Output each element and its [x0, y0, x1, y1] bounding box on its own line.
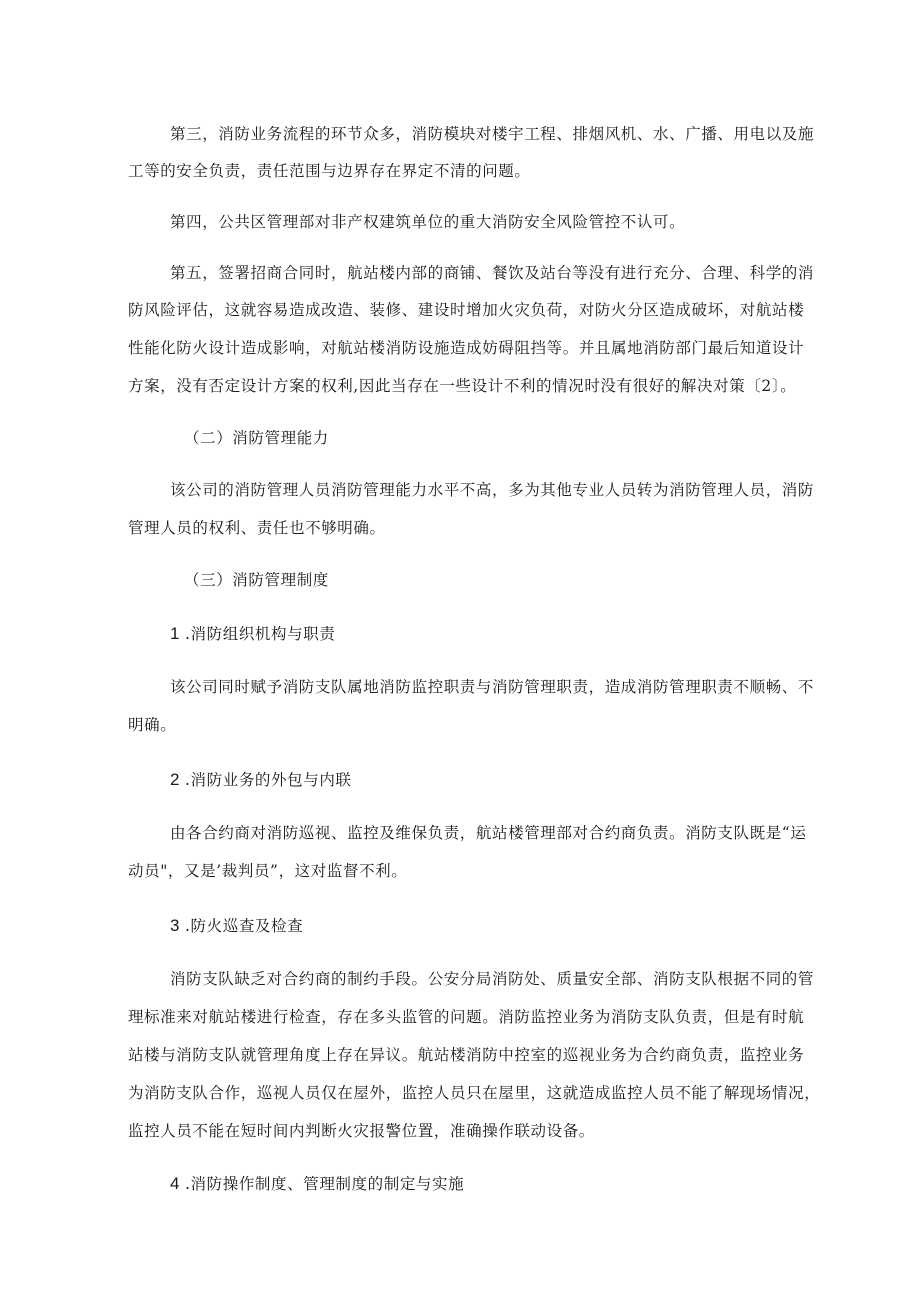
item1-title: .消防组织机构与职责 — [185, 625, 336, 643]
para4-line1: 第四，公共区管理部对非产权建筑单位的重大消防安全风险管控不认可。 — [170, 213, 686, 231]
para3-line1: 第三，消防业务流程的环节众多，消防模块对楼宇工程、排烟风机、水、广播、用电以及施 — [170, 125, 815, 143]
item2-heading — [170, 770, 352, 790]
para5-line2: 防风险评估，这就容易造成改造、装修、建设时增加火灾负荷，对防火分区造成破坏，对航站楼 — [128, 301, 805, 319]
item2-title: .消防业务的外包与内联 — [185, 771, 352, 789]
item3-line5: 监控人员不能在短时间内判断火灾报警位置，准确操作联动设备。 — [128, 1122, 595, 1140]
section2-line2: 管理人员的权利、责任也不够明确。 — [128, 519, 386, 537]
item3-line2: 理标准来对航站楼进行检查，存在多头监管的问题。消防监控业务为消防支队负责，但是有时航 — [128, 1008, 805, 1026]
para3-line2: 工等的安全负责，责任范围与边界存在界定不清的问题。 — [128, 162, 531, 180]
item1-heading — [170, 624, 335, 644]
item3-number: 3 — [170, 916, 180, 935]
para5-line1: 第五，签署招商合同时，航站楼内部的商铺、餐饮及站台等没有进行充分、合理、科学的消 — [170, 264, 815, 282]
para5-line3: 性能化防火设计造成影响，对航站楼消防设施造成妨碍阻挡等。并且属地消防部门最后知道设计 — [128, 339, 805, 357]
section2-heading: （二）消防管理能力 — [184, 429, 329, 447]
para5-line4: 方案，没有否定设计方案的权利,因此当存在一些设计不利的情况时没有很好的解决对策〔2〕。 — [128, 377, 797, 395]
item4-heading — [170, 1174, 464, 1194]
item3-title: .防火巡查及检查 — [185, 917, 304, 935]
item1-line2: 明确。 — [128, 716, 177, 734]
item4-number: 4 — [170, 1174, 180, 1193]
item3-line3: 站楼与消防支队就管理角度上存在异议。航站楼消防中控室的巡视业务为合约商负责，监控业务 — [128, 1046, 805, 1064]
item3-line1: 消防支队缺乏对合约商的制约手段。公安分局消防处、质量安全部、消防支队根据不同的管 — [170, 970, 815, 988]
item4-title: .消防操作制度、管理制度的制定与实施 — [185, 1175, 465, 1193]
item2-line1: 由各合约商对消防巡视、监控及维保负责，航站楼管理部对合约商负责。消防支队既是“运 — [170, 824, 807, 842]
section2-line1: 该公司的消防管理人员消防管理能力水平不高，多为其他专业人员转为消防管理人员，消防 — [170, 481, 815, 499]
item1-line1: 该公司同时赋予消防支队属地消防监控职责与消防管理职责，造成消防管理职责不顺畅、不 — [170, 678, 815, 696]
section3-heading: （三）消防管理制度 — [184, 571, 329, 589]
item2-line2: 动员"，又是’裁判员”，这对监督不利。 — [128, 862, 408, 880]
item1-number: 1 — [170, 624, 180, 643]
item2-number: 2 — [170, 770, 180, 789]
item3-heading — [170, 916, 303, 936]
item3-line4: 为消防支队合作，巡视人员仅在屋外，监控人员只在屋里，这就造成监控人员不能了解现场情况， — [128, 1084, 821, 1102]
